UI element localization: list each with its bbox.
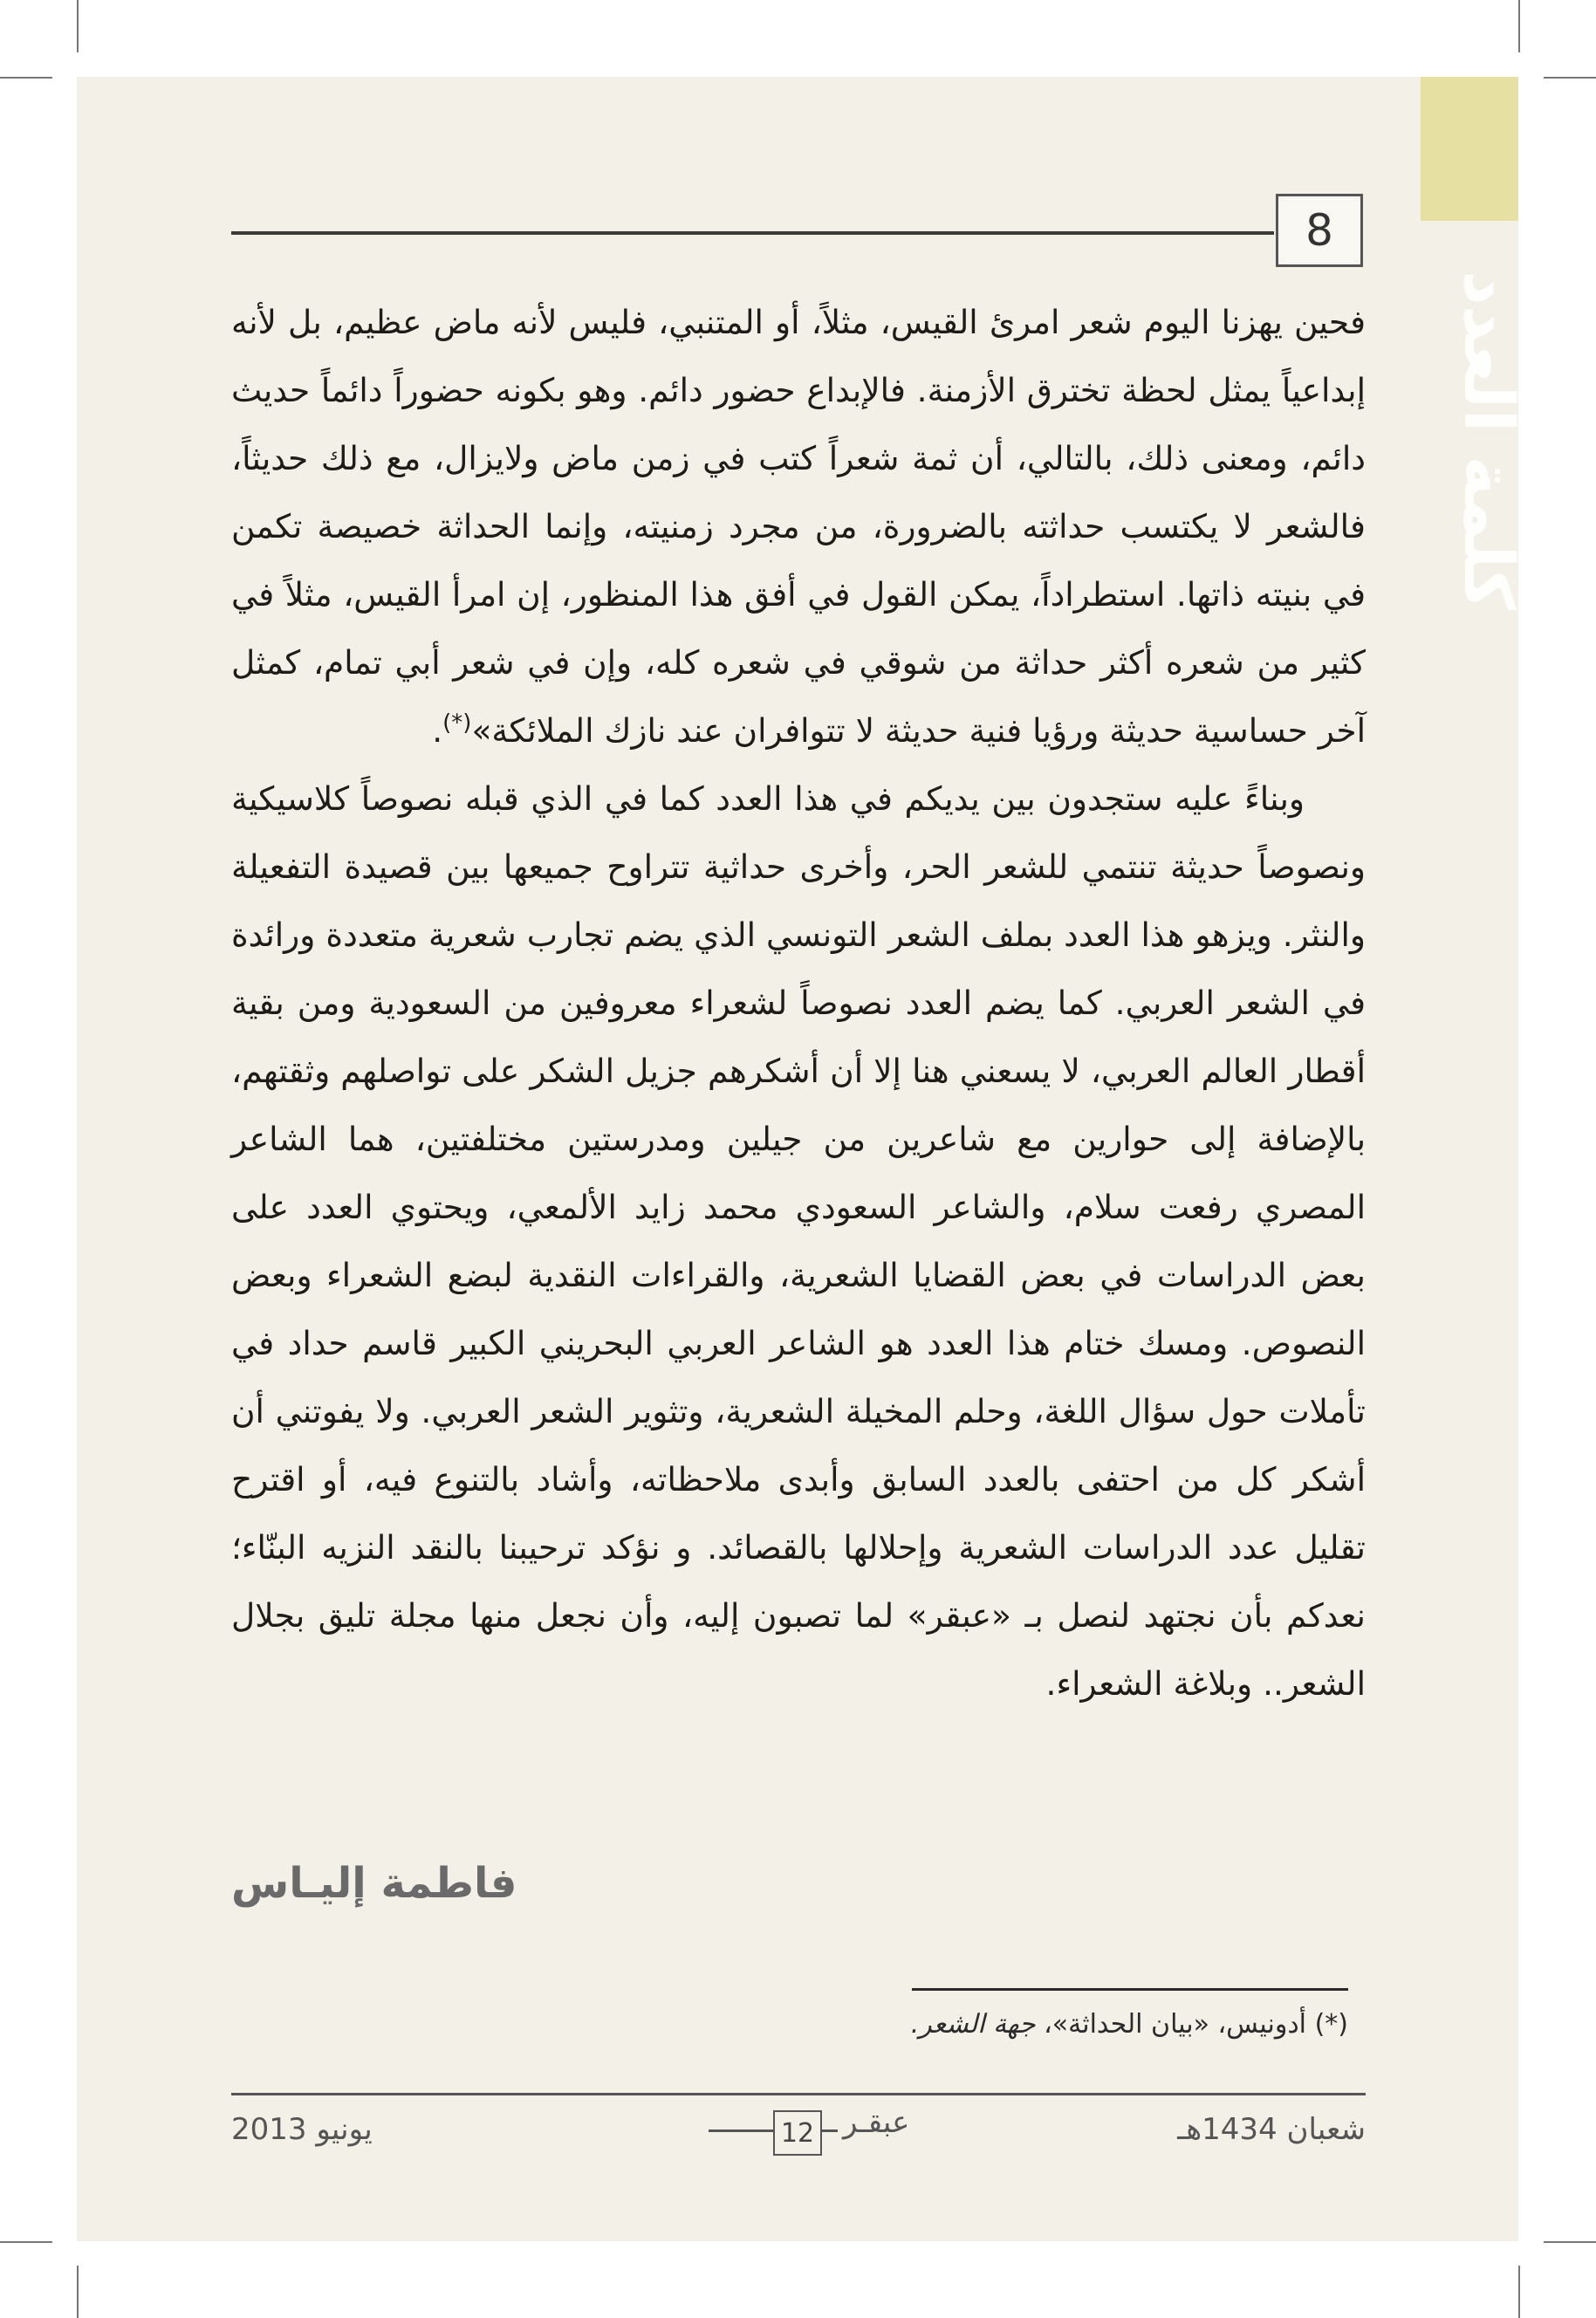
paragraph [231,765,1366,1718]
footer-rule [231,2093,1366,2095]
crop-mark [1518,0,1520,52]
paragraph-text: وبناءً عليه ستجدون بين يديكم في هذا العدد كما في الذي قبله نصوصاً كلاسيكية ونصوصاً حديثة تنتمي للشعر الحر، وأخرى حداثية تتراوح جميعها بين قصيدة التفعيلة والنثر. ويزهو هذا العدد بملف الشعر التونسي الذي يضم تجارب شعرية متعددة ورائدة في الشعر العربي. كما يضم العدد نصوصاً لشعراء معروفين من السعودية ومن بقية أقطار العالم العربي، لا يسعني هنا إلا أن أشكرهم جزيل الشكر على تواصلهم وثقتهم، بالإضافة إلى حوارين مع شاعرين من جيلين ومدرستين مختلفتين، هما الشاعر المصري رفعت سلام، والشاعر السعودي محمد زايد الألمعي، ويحتوي العدد على بعض الدراسات في بعض القضايا الشعرية، والقراءات النقدية لبضع الشعراء وبعض النصوص. ومسك ختام هذا العدد هو الشاعر العربي البحريني الكبير قاسم حداد في تأملات حول سؤال اللغة، وحلم المخيلة الشعرية، وتثوير الشعر العربي. ولا يفوتني أن أشكر كل من احتفى بالعدد السابق وأبدى ملاحظاته، وأشاد بالتنوع فيه، أو اقترح تقليل عدد الدراسات الشعرية وإحلالها بالقصائد. و نؤكد ترحيبنا بالنقد النزيه البنّاء؛ نعدكم بأن نجتهد لنصل بـ «عبقر» لما تصبون إليه، وأن نجعل منها مجلة تليق بجلال الشعر.. وبلاغة الشعراء. [231,779,1366,1703]
footer-logo-block [698,2105,925,2157]
footnote-source: جهة الشعر. [910,2009,1036,2040]
crop-mark [1544,2241,1596,2243]
footnote-text: أدونيس، «بيان الحداثة»، [1044,2009,1307,2040]
page-number-box [1276,194,1363,267]
side-color-band [1421,77,1518,221]
magazine-logo: عبقـر [838,2105,914,2140]
article-body [231,288,1366,1718]
crop-mark [1518,2266,1520,2318]
crop-mark [0,77,52,79]
footnote [524,1999,1348,2051]
page-number: 8 [1305,205,1333,256]
crop-mark [0,2241,52,2243]
crop-mark [77,2266,79,2318]
footer-hijri-date: شعبان 1434هـ [1177,2112,1366,2147]
paragraph [231,288,1366,765]
crop-mark [77,0,79,52]
footnote-rule [912,1988,1348,1991]
crop-mark [1544,77,1596,79]
footer-gregorian-date: يونيو 2013 [231,2112,373,2147]
side-section-title: كلمة العدد [1449,271,1527,611]
footer-page-number: 12 [773,2110,822,2156]
author-signature: فاطمة إليـاس [231,1859,517,1908]
paragraph-text: فحين يهزنا اليوم شعر امرئ القيس، مثلاً، أو المتنبي، فليس لأنه ماض عظيم، بل لأنه إبداعياً يمثل لحظة تخترق الأزمنة. فالإبداع حضور دائم. وهو بكونه حضوراً دائماً حديث دائم، ومعنى ذلك، بالتالي، أن ثمة شعراً كتب في زمن ماض ولايزال، مع ذلك حديثاً، فالشعر لا يكتسب حداثته بالضرورة، من مجرد زمنيته، وإنما الحداثة خصيصة تكمن في بنيته ذاتها. استطراداً، يمكن القول في أفق هذا المنظور، إن امرأ القيس، مثلاً في كثير من شعره أكثر حداثة من شوقي في شعره كله، وإن في شعر أبي تمام، كمثل آخر حساسية حديثة ورؤيا فنية حديثة لا تتوافران عند نازك الملائكة» [231,303,1366,750]
footnote-reference[interactable]: (*) [442,710,472,737]
footnote-marker: (*) [1314,2009,1348,2040]
header-rule [231,231,1274,235]
paragraph-end: . [432,711,443,750]
